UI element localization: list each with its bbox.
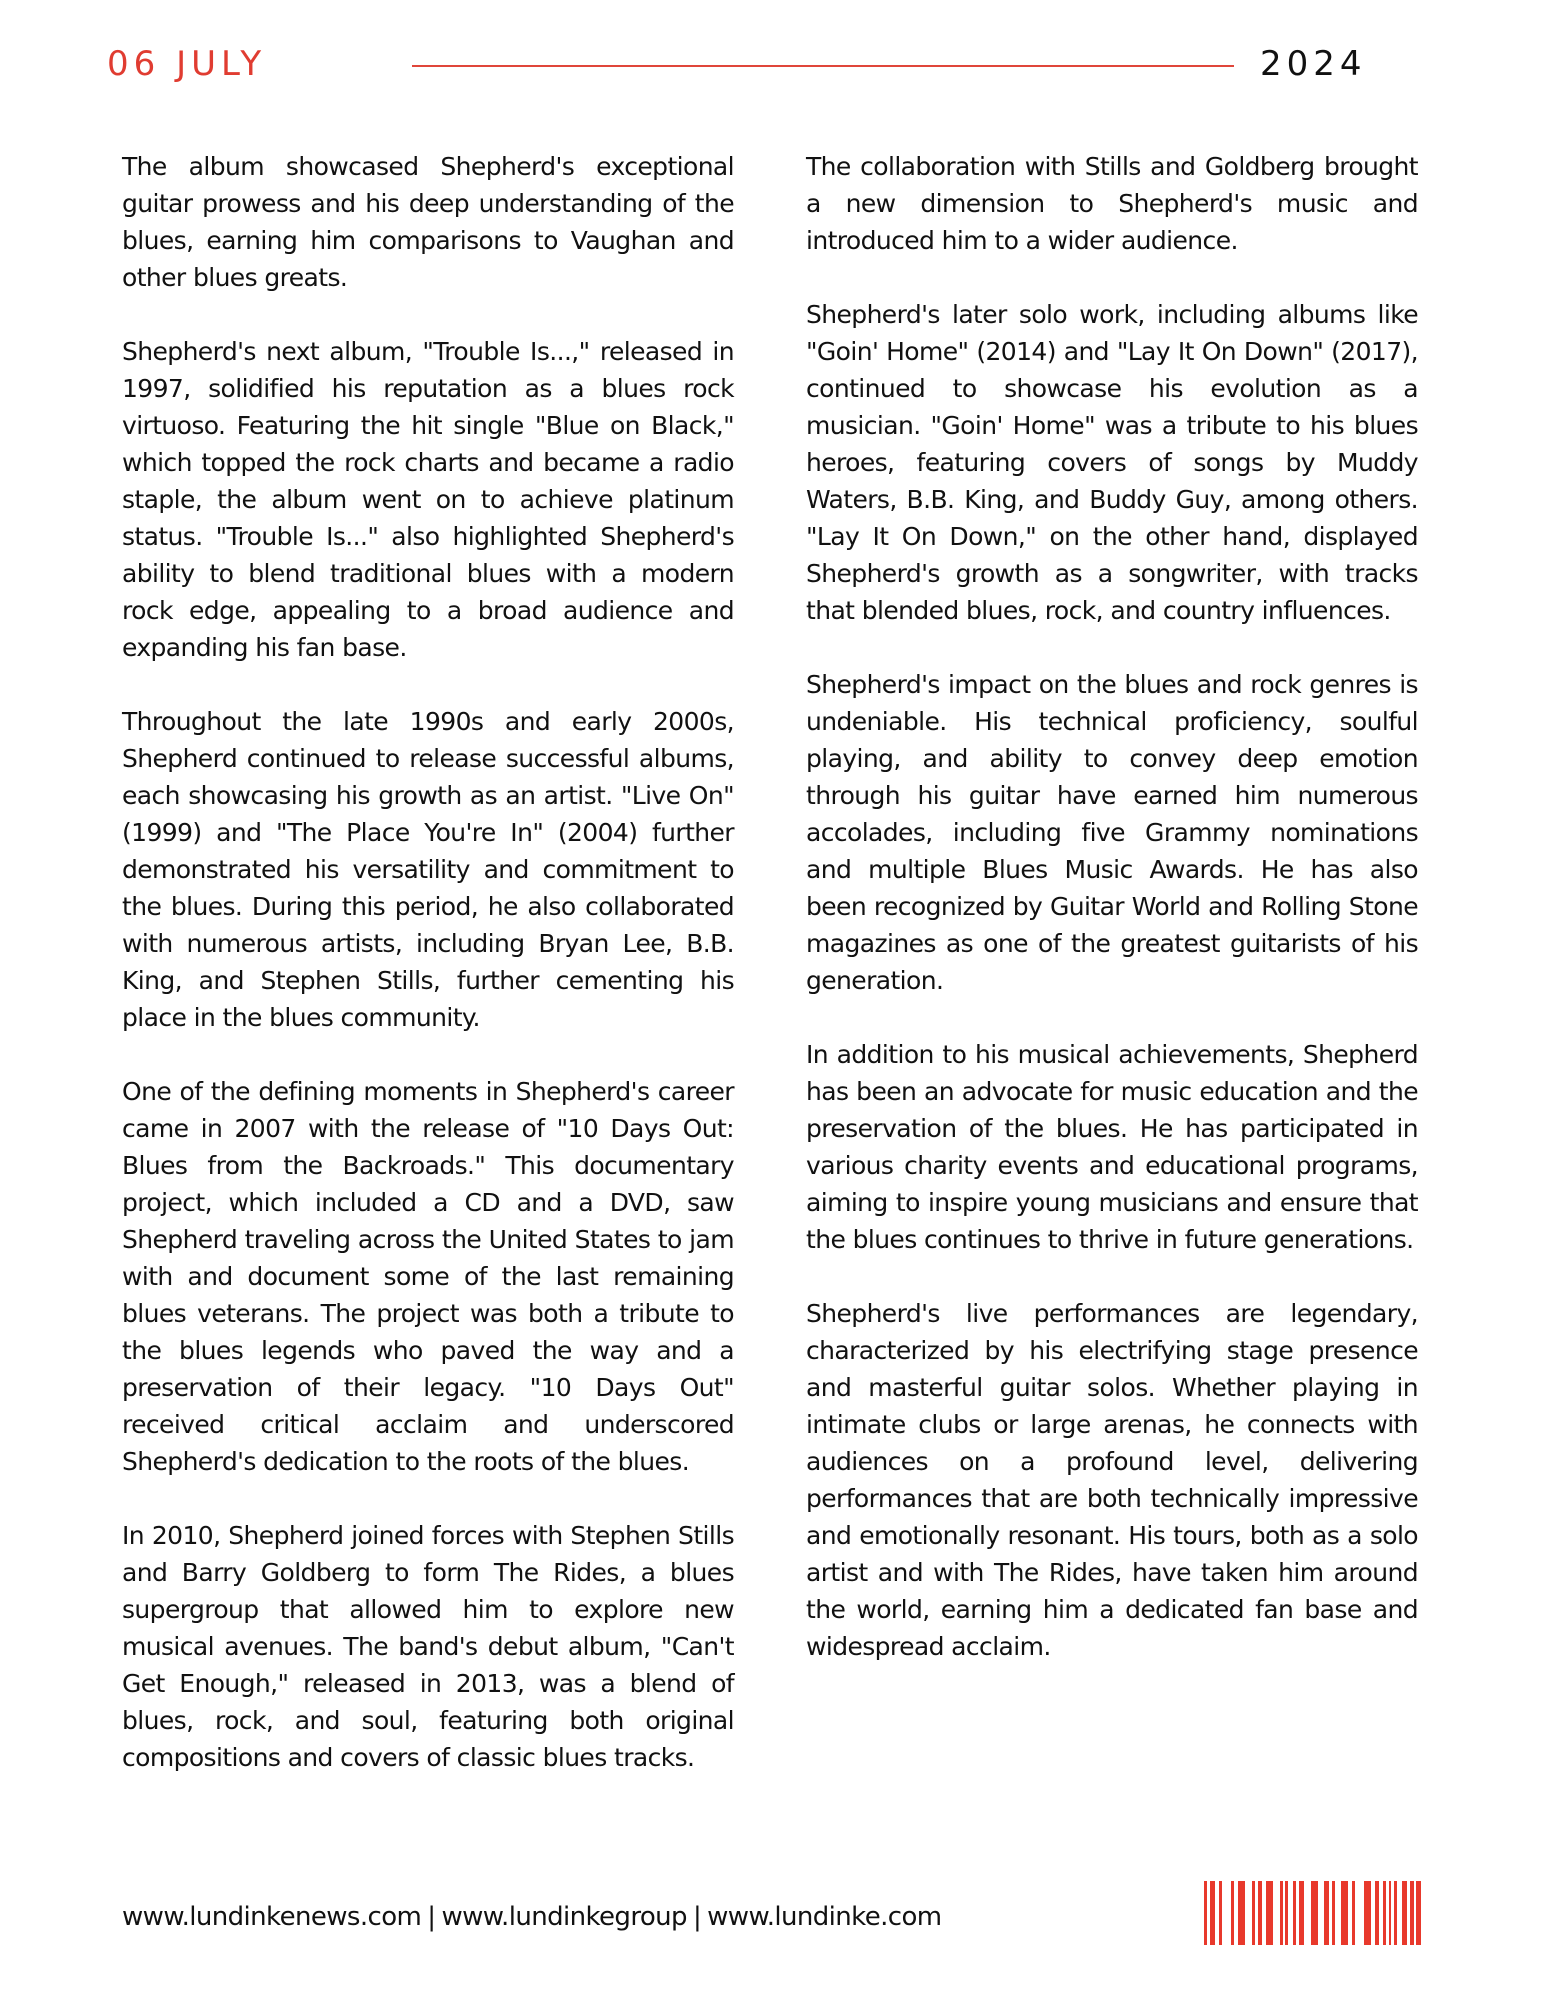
footer-separator: | (692, 1902, 702, 1932)
footer-link-lundinkegroup[interactable]: www.lundinkegroup (441, 1902, 687, 1932)
paragraph: One of the defining moments in Shepherd's career came in 2007 with the release of "10 Days Out: Blues from the Backroads." This documentary project, which included a CD and a DVD, saw Shepherd traveling across the United States to jam with and document some of the last remaining blues veterans. The project was both a tribute to the blues legends who paved the way and a preservation of their legacy. "10 Days Out" received critical acclaim and underscored Shepherd's dedication to the roots of the blues. (122, 1077, 734, 1476)
paragraph: Shepherd's impact on the blues and rock genres is undeniable. His technical proficiency, soulful playing, and ability to convey deep emotion through his guitar have earned him numerous accolades, including five Grammy nominations and multiple Blues Music Awards. He has also been recognized by Guitar World and Rolling Stone magazines as one of the greatest guitarists of his generation. (806, 670, 1418, 995)
header-divider-line (412, 65, 1234, 67)
paragraph: Throughout the late 1990s and early 2000s, Shepherd continued to release successful albums, each showcasing his growth as an artist. "Live On" (1999) and "The Place You're In" (2004) further demonstrated his versatility and commitment to the blues. During this period, he also collaborated with numerous artists, including Bryan Lee, B.B. King, and Stephen Stills, further cementing his place in the blues community. (122, 707, 734, 1032)
article-column-left (122, 148, 734, 1813)
paragraph: Shepherd's later solo work, including albums like "Goin' Home" (2014) and "Lay It On Down" (2017), continued to showcase his evolution as a musician. "Goin' Home" was a tribute to his blues heroes, featuring covers of songs by Muddy Waters, B.B. King, and Buddy Guy, among others. "Lay It On Down," on the other hand, displayed Shepherd's growth as a songwriter, with tracks that blended blues, rock, and country influences. (806, 300, 1418, 625)
barcode-icon (1202, 1881, 1422, 1945)
paragraph: The collaboration with Stills and Goldberg brought a new dimension to Shepherd's music and introduced him to a wider audience. (806, 152, 1418, 255)
paragraph: In addition to his musical achievements, Shepherd has been an advocate for music education and the preservation of the blues. He has participated in various charity events and educational programs, aiming to inspire young musicians and ensure that the blues continues to thrive in future generations. (806, 1040, 1418, 1254)
page-header (0, 0, 1545, 130)
header-year: 2024 (1260, 44, 1367, 84)
header-date: 06 JULY (107, 44, 267, 84)
footer-links (122, 1900, 942, 1934)
footer-link-lundinke[interactable]: www.lundinke.com (707, 1902, 942, 1932)
paragraph: Shepherd's next album, "Trouble Is...," released in 1997, solidified his reputation as a blues rock virtuoso. Featuring the hit single "Blue on Black," which topped the rock charts and became a radio staple, the album went on to achieve platinum status. "Trouble Is..." also highlighted Shepherd's ability to blend traditional blues with a modern rock edge, appealing to a broad audience and expanding his fan base. (122, 337, 734, 662)
paragraph: In 2010, Shepherd joined forces with Stephen Stills and Barry Goldberg to form The Rides, a blues supergroup that allowed him to explore new musical avenues. The band's debut album, "Can't Get Enough," released in 2013, was a blend of blues, rock, and soul, featuring both original compositions and covers of classic blues tracks. (122, 1521, 734, 1772)
article-column-right (806, 148, 1418, 1702)
paragraph: The album showcased Shepherd's exceptional guitar prowess and his deep understanding of the blues, earning him comparisons to Vaughan and other blues greats. (122, 152, 734, 292)
paragraph: Shepherd's live performances are legendary, characterized by his electrifying stage presence and masterful guitar solos. Whether playing in intimate clubs or large arenas, he connects with audiences on a profound level, delivering performances that are both technically impressive and emotionally resonant. His tours, both as a solo artist and with The Rides, have taken him around the world, earning him a dedicated fan base and widespread acclaim. (806, 1299, 1418, 1661)
footer-separator: | (427, 1902, 436, 1932)
footer-link-lundinkenews[interactable]: www.lundinkenews.com (122, 1902, 422, 1932)
